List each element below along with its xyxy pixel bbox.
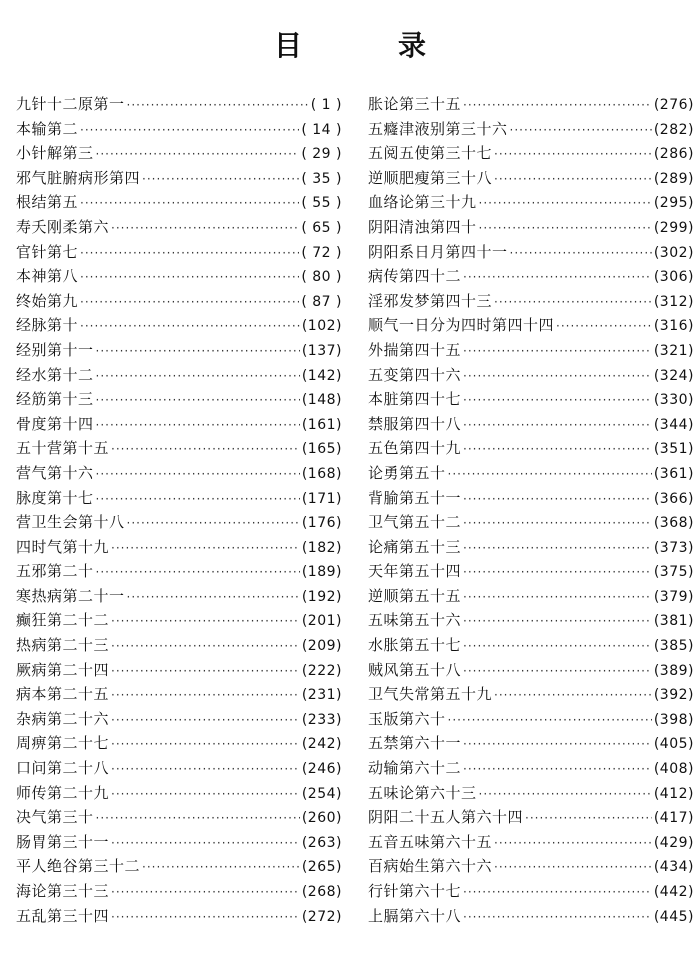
toc-entry-title: 邪气脏腑病形第四	[16, 168, 141, 187]
toc-entry-title: 背腧第五十一	[368, 488, 462, 507]
toc-entry-page: (445)	[653, 908, 694, 925]
dot-leader	[111, 659, 300, 684]
toc-entry-page: (316)	[653, 318, 694, 335]
toc-entry-page: (429)	[653, 834, 694, 851]
dot-leader	[111, 437, 300, 462]
toc-entry-title: 论勇第五十	[368, 463, 446, 482]
toc-entry-title: 厥病第二十四	[16, 660, 110, 679]
toc-entry-page: (366)	[653, 490, 694, 507]
dot-leader	[479, 191, 652, 216]
toc-entry-title: 禁服第四十八	[368, 414, 462, 433]
toc-entry	[368, 510, 694, 535]
toc-entry-title: 口问第二十八	[16, 759, 110, 778]
toc-entry-title: 五癃津液别第三十六	[368, 119, 508, 138]
dot-leader	[463, 413, 652, 438]
toc-entry	[368, 215, 694, 240]
toc-column-left	[16, 92, 342, 928]
dot-leader	[463, 634, 652, 659]
toc-entry-title: 五十营第十五	[16, 439, 110, 458]
toc-entry	[368, 166, 694, 191]
toc-entry-page: (361)	[653, 465, 694, 482]
dot-leader	[96, 388, 300, 413]
dot-leader	[510, 118, 652, 143]
toc-entry-title: 贼风第五十八	[368, 660, 462, 679]
toc-entry-page: (246)	[301, 761, 342, 778]
dot-leader	[80, 191, 299, 216]
toc-entry-title: 逆顺肥瘦第三十八	[368, 168, 493, 187]
toc-entry-page: (222)	[301, 662, 342, 679]
toc-entry-page: (161)	[301, 416, 342, 433]
dot-leader	[494, 855, 652, 880]
toc-entry-page: (148)	[301, 392, 342, 409]
toc-entry-title: 顺气一日分为四时第四十四	[368, 316, 555, 335]
dot-leader	[142, 855, 300, 880]
toc-entry-title: 玉版第六十	[368, 709, 446, 728]
toc-entry-title: 病传第四十二	[368, 267, 462, 286]
toc-entry-title: 寒热病第二十一	[16, 586, 125, 605]
toc-entry-title: 骨度第十四	[16, 414, 94, 433]
dot-leader	[463, 585, 652, 610]
toc-entry	[16, 240, 342, 265]
toc-entry-page: (176)	[301, 515, 342, 532]
toc-entry-title: 平人绝谷第三十二	[16, 857, 141, 876]
toc-entry-page: (165)	[301, 441, 342, 458]
toc-entry-page: (330)	[653, 392, 694, 409]
toc-entry-title: 天年第五十四	[368, 562, 462, 581]
toc-entry	[368, 436, 694, 461]
toc-entry-page: (268)	[301, 884, 342, 900]
toc-entry-title: 本输第二	[16, 119, 79, 138]
toc-entry-page: (405)	[653, 736, 694, 753]
toc-entry-page: (171)	[301, 490, 342, 507]
toc-entry-title: 上膈第六十八	[368, 906, 462, 925]
toc-entry-page: (381)	[653, 613, 694, 630]
dot-leader	[463, 511, 652, 536]
toc-entry-title: 卫气第五十二	[368, 513, 462, 532]
dot-leader	[463, 364, 652, 389]
dot-leader	[96, 413, 300, 438]
toc-entry-title: 百病始生第六十六	[368, 857, 493, 876]
toc-entry-page: (379)	[653, 588, 694, 605]
toc-entry-title: 胀论第三十五	[368, 95, 462, 113]
toc-entry-title: 五色第四十九	[368, 439, 462, 458]
toc-entry-page: (282)	[653, 121, 694, 138]
dot-leader	[111, 782, 300, 807]
dot-leader	[510, 241, 652, 266]
toc-entry	[16, 879, 342, 904]
toc-entry	[16, 731, 342, 756]
dot-leader	[463, 609, 652, 634]
toc-entry-page: ( 1 )	[310, 97, 342, 113]
dot-leader	[80, 241, 299, 266]
toc-entry	[16, 854, 342, 879]
toc-entry-page: ( 29 )	[301, 146, 342, 163]
dot-leader	[463, 880, 652, 905]
toc-entry-title: 行针第六十七	[368, 882, 462, 900]
toc-entry	[368, 117, 694, 142]
toc-entry-title: 卫气失常第五十九	[368, 685, 493, 704]
dot-leader	[96, 560, 300, 585]
toc-entry-page: (344)	[653, 416, 694, 433]
toc-entry	[368, 830, 694, 855]
toc-entry	[16, 190, 342, 215]
toc-entry-title: 周痹第二十七	[16, 734, 110, 753]
toc-entry	[16, 682, 342, 707]
toc-entry	[368, 289, 694, 314]
toc-entry-page: ( 55 )	[301, 195, 342, 212]
toc-entry	[16, 461, 342, 486]
toc-entry-page: (189)	[301, 564, 342, 581]
toc-entry	[368, 240, 694, 265]
toc-entry-title: 五禁第六十一	[368, 734, 462, 753]
toc-entry-page: (368)	[653, 515, 694, 532]
toc-entry	[16, 830, 342, 855]
toc-entry-title: 寿夭刚柔第六	[16, 217, 110, 236]
toc-entry	[16, 264, 342, 289]
toc-entry	[368, 584, 694, 609]
dot-leader	[111, 732, 300, 757]
toc-entry	[16, 756, 342, 781]
toc-entry-page: ( 65 )	[301, 219, 342, 236]
toc-entry	[368, 756, 694, 781]
dot-leader	[494, 290, 652, 315]
toc-entry-page: (385)	[653, 638, 694, 655]
toc-entry-page: (102)	[301, 318, 342, 335]
toc-entry	[368, 559, 694, 584]
toc-entry-page: (408)	[653, 761, 694, 778]
toc-entry	[368, 608, 694, 633]
toc-entry-page: ( 87 )	[301, 293, 342, 310]
toc-entry-page: (289)	[653, 170, 694, 187]
toc-entry-title: 本神第八	[16, 267, 79, 286]
dot-leader	[111, 634, 300, 659]
toc-entry-page: (324)	[653, 367, 694, 384]
dot-leader	[96, 487, 300, 512]
dot-leader	[80, 314, 300, 339]
toc-entry-title: 四时气第十九	[16, 537, 110, 556]
toc-entry-title: 五味论第六十三	[368, 783, 477, 802]
dot-leader	[556, 314, 652, 339]
toc-entry-page: (375)	[653, 564, 694, 581]
toc-entry-page: (398)	[653, 711, 694, 728]
toc-entry	[16, 387, 342, 412]
dot-leader	[111, 536, 300, 561]
dot-leader	[494, 167, 652, 192]
dot-leader	[463, 487, 652, 512]
dot-leader	[463, 93, 652, 118]
toc-entry-page: (272)	[301, 908, 342, 925]
toc-entry	[368, 904, 694, 929]
toc-entry-page: (265)	[301, 859, 342, 876]
dot-leader	[448, 708, 652, 733]
toc-entry-title: 营气第十六	[16, 463, 94, 482]
toc-entry	[16, 608, 342, 633]
dot-leader	[96, 339, 300, 364]
dot-leader	[494, 142, 652, 167]
toc-entry-page: (389)	[653, 662, 694, 679]
toc-entry-page: (442)	[653, 884, 694, 900]
toc-entry	[368, 707, 694, 732]
toc-entry-title: 经筋第十三	[16, 390, 94, 409]
toc-entry-title: 阴阳二十五人第六十四	[368, 808, 524, 827]
toc-entry	[368, 633, 694, 658]
toc-entry-page: (263)	[301, 834, 342, 851]
toc-entry-title: 五乱第三十四	[16, 906, 110, 925]
toc-entry-title: 师传第二十九	[16, 783, 110, 802]
dot-leader	[111, 905, 300, 930]
toc-entry-title: 经水第十二	[16, 365, 94, 384]
toc-entry-title: 根结第五	[16, 193, 79, 212]
toc-entry-page: (201)	[301, 613, 342, 630]
dot-leader	[96, 142, 300, 167]
toc-entry	[368, 363, 694, 388]
dot-leader	[80, 290, 299, 315]
dot-leader	[80, 265, 299, 290]
toc-entry	[16, 117, 342, 142]
toc-entry-title: 营卫生会第十八	[16, 513, 125, 532]
toc-entry-page: (373)	[653, 539, 694, 556]
dot-leader	[463, 905, 652, 930]
toc-entry	[368, 879, 694, 904]
toc-entry-page: (312)	[653, 293, 694, 310]
dot-leader	[463, 659, 652, 684]
dot-leader	[127, 585, 300, 610]
toc-entry	[16, 486, 342, 511]
toc-entry-page: (286)	[653, 146, 694, 163]
dot-leader	[111, 708, 300, 733]
toc-entry	[16, 559, 342, 584]
toc-entry	[368, 658, 694, 683]
toc-entry	[16, 166, 342, 191]
toc-entry-page: (412)	[653, 785, 694, 802]
toc-entry-page: (299)	[653, 219, 694, 236]
dot-leader	[463, 536, 652, 561]
toc-entry-title: 肠胃第三十一	[16, 832, 110, 851]
dot-leader	[494, 831, 652, 856]
dot-leader	[463, 339, 652, 364]
toc-entry-title: 血络论第三十九	[368, 193, 477, 212]
toc-entry-title: 五音五味第六十五	[368, 832, 493, 851]
toc-entry	[16, 363, 342, 388]
toc-entry-page: ( 80 )	[301, 269, 342, 286]
toc-entry-title: 外揣第四十五	[368, 340, 462, 359]
toc-column-right	[368, 92, 694, 928]
toc-entry	[368, 313, 694, 338]
toc-entry-page: (392)	[653, 687, 694, 704]
toc-entry	[368, 412, 694, 437]
toc-entry-page: ( 72 )	[301, 244, 342, 261]
dot-leader	[494, 683, 652, 708]
dot-leader	[463, 265, 652, 290]
toc-entry	[16, 805, 342, 830]
toc-entry	[16, 633, 342, 658]
toc-entry	[368, 141, 694, 166]
dot-leader	[479, 216, 652, 241]
page-title: 目 录	[273, 29, 460, 62]
dot-leader	[142, 167, 299, 192]
toc-entry-page: (295)	[653, 195, 694, 212]
toc-entry-title: 脉度第十七	[16, 488, 94, 507]
toc-entry	[368, 264, 694, 289]
dot-leader	[96, 806, 300, 831]
toc-entry-page: (351)	[653, 441, 694, 458]
toc-entry	[368, 854, 694, 879]
toc-entry-title: 海论第三十三	[16, 882, 110, 900]
toc-entry-page: (434)	[653, 859, 694, 876]
toc-entry	[368, 338, 694, 363]
dot-leader	[463, 757, 652, 782]
toc-entry-title: 逆顺第五十五	[368, 586, 462, 605]
dot-leader	[448, 462, 652, 487]
dot-leader	[96, 364, 300, 389]
toc-entry-title: 五变第四十六	[368, 365, 462, 384]
toc-entry	[16, 412, 342, 437]
toc-entry	[368, 486, 694, 511]
dot-leader	[479, 782, 652, 807]
toc-entry-title: 经别第十一	[16, 340, 94, 359]
dot-leader	[96, 462, 300, 487]
toc-entry-title: 热病第二十三	[16, 636, 110, 655]
dot-leader	[463, 437, 652, 462]
toc-entry-page: (182)	[301, 539, 342, 556]
toc-entry-page: (302)	[653, 244, 694, 261]
toc-entry-title: 淫邪发梦第四十三	[368, 291, 493, 310]
toc-entry	[16, 904, 342, 929]
toc-entry	[16, 436, 342, 461]
dot-leader	[111, 757, 300, 782]
toc-entry-page: (306)	[653, 269, 694, 286]
toc-entry	[16, 535, 342, 560]
dot-leader	[111, 880, 300, 905]
toc-entry-title: 决气第三十	[16, 808, 94, 827]
toc-entry	[16, 289, 342, 314]
toc-entry-page: (231)	[301, 687, 342, 704]
toc-entry-title: 论痛第五十三	[368, 537, 462, 556]
toc-entry	[16, 707, 342, 732]
toc-entry-title: 经脉第十	[16, 316, 79, 335]
toc-entry	[368, 190, 694, 215]
toc-entry-page: ( 35 )	[301, 170, 342, 187]
toc-entry-title: 杂病第二十六	[16, 709, 110, 728]
toc-entry-title: 五阅五使第三十七	[368, 144, 493, 163]
toc-entry-title: 本脏第四十七	[368, 390, 462, 409]
dot-leader	[111, 831, 300, 856]
toc-entry	[368, 682, 694, 707]
toc-entry	[368, 387, 694, 412]
toc-entry-page: ( 14 )	[301, 121, 342, 138]
toc-entry-title: 病本第二十五	[16, 685, 110, 704]
toc-entry	[368, 805, 694, 830]
toc-entry-page: (260)	[301, 810, 342, 827]
toc-entry-page: (242)	[301, 736, 342, 753]
toc-entry-page: (209)	[301, 638, 342, 655]
dot-leader	[80, 118, 299, 143]
toc-entry-title: 九针十二原第一	[16, 95, 125, 113]
toc-entry	[16, 313, 342, 338]
dot-leader	[463, 560, 652, 585]
toc-entry-title: 阴阳清浊第四十	[368, 217, 477, 236]
toc-entry-page: (137)	[301, 342, 342, 359]
dot-leader	[111, 216, 299, 241]
toc-entry-title: 五邪第二十	[16, 562, 94, 581]
toc-entry-page: (276)	[653, 97, 694, 113]
toc-entry-page: (233)	[301, 711, 342, 728]
toc-entry-page: (417)	[653, 810, 694, 827]
toc-entry	[368, 535, 694, 560]
toc-entry-title: 阴阳系日月第四十一	[368, 242, 508, 261]
toc-entry-title: 癫狂第二十二	[16, 611, 110, 630]
dot-leader	[463, 388, 652, 413]
toc-entry-title: 小针解第三	[16, 144, 94, 163]
toc-entry	[368, 781, 694, 806]
toc-entry-page: (192)	[301, 588, 342, 605]
toc-entry-title: 官针第七	[16, 242, 79, 261]
toc-entry-title: 动输第六十二	[368, 759, 462, 778]
toc-entry	[16, 92, 342, 117]
toc-entry-page: (254)	[301, 785, 342, 802]
toc-entry	[16, 584, 342, 609]
toc-entry-page: (321)	[653, 342, 694, 359]
toc-entry	[16, 338, 342, 363]
dot-leader	[463, 732, 652, 757]
toc-entry-title: 终始第九	[16, 291, 79, 310]
toc-entry	[16, 658, 342, 683]
toc-entry	[368, 461, 694, 486]
dot-leader	[127, 93, 309, 118]
toc-entry	[16, 510, 342, 535]
toc-entry-page: (168)	[301, 465, 342, 482]
toc-entry-title: 五味第五十六	[368, 611, 462, 630]
toc-entry-title: 水胀第五十七	[368, 636, 462, 655]
toc-entry	[368, 731, 694, 756]
dot-leader	[525, 806, 652, 831]
dot-leader	[127, 511, 300, 536]
toc-entry	[16, 141, 342, 166]
dot-leader	[111, 683, 300, 708]
toc-entry-page: (142)	[301, 367, 342, 384]
toc-entry	[16, 215, 342, 240]
toc-entry	[368, 92, 694, 117]
dot-leader	[111, 609, 300, 634]
toc-entry	[16, 781, 342, 806]
